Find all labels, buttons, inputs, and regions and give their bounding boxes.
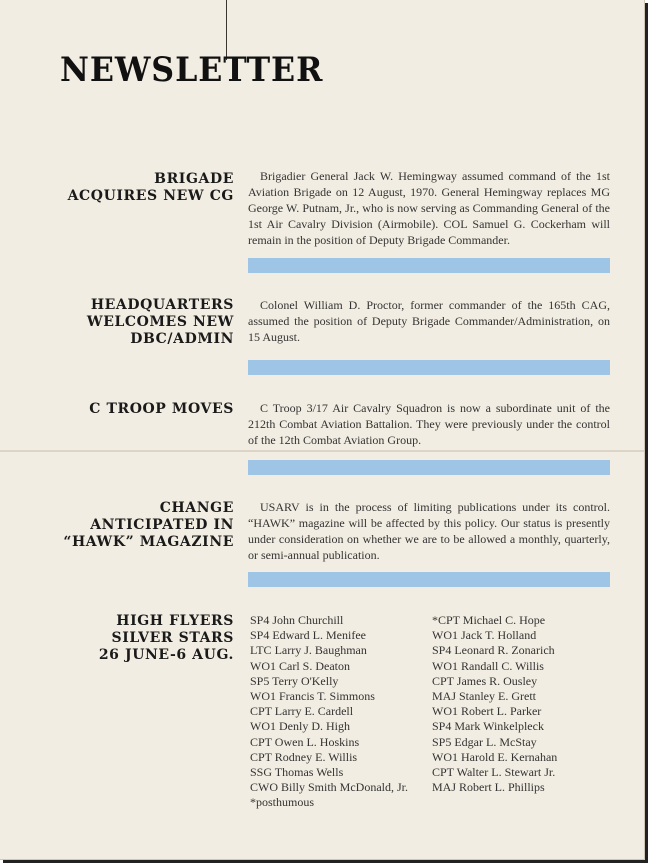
roster-name: LTC Larry J. Baughman — [250, 643, 367, 658]
roster-name: *CPT Michael C. Hope — [432, 613, 546, 627]
roster-name: SP4 Mark Winkelpleck — [432, 719, 544, 734]
fold-line-horizontal — [0, 450, 644, 452]
roster-name: WO1 Jack T. Holland — [432, 628, 537, 643]
roster-name: CPT Rodney E. Willis — [250, 749, 358, 764]
roster-name: WO1 Robert L. Parker — [432, 704, 542, 719]
article-headline-dbc-admin: HEADQUARTERS WELCOMES NEW DBC/ADMIN — [86, 297, 234, 347]
roster-name: WO1 Francis T. Simmons — [250, 689, 375, 704]
high-flyers-headline: HIGH FLYERS SILVER STARS 26 JUNE-6 AUG. — [98, 613, 234, 663]
article-headline-new-cg: BRIGADE ACQUIRES NEW CG — [67, 171, 234, 204]
roster-name: SP4 Edward L. Menifee — [250, 628, 366, 643]
roster-name: CPT Owen L. Hoskins — [250, 734, 360, 749]
roster-name: CPT James R. Ousley — [432, 673, 538, 688]
roster-name: WO1 Carl S. Deaton — [250, 658, 350, 673]
article-body-new-cg: Brigadier General Jack W. Hemingway assumed command of the 1st Aviation Brigade on 12 August, 1970. General Hemingway replaces MG George W. Putnam, Jr., who is now serving as Commanding General of the 1st Air Cavalry Division (Airmobile). COL Samuel G. Cockerham will remain in the position of Deputy Brigade Commander. — [248, 169, 610, 247]
roster-name: SP5 Edgar L. McStay — [432, 734, 537, 749]
roster-name: WO1 Denly D. High — [250, 719, 350, 734]
article-headline-hawk-magazine: CHANGE ANTICIPATED IN “HAWK” MAGAZINE — [63, 500, 234, 550]
article-body-c-troop: C Troop 3/17 Air Cavalry Squadron is now a subordinate unit of the 212th Combat Aviation Battalion. They were previously under the control of the 12th Combat Aviation Group. — [248, 401, 610, 447]
roster-name: *posthumous — [250, 795, 315, 810]
roster-name: CPT Walter L. Stewart Jr. — [432, 765, 556, 780]
newsletter-title: NEWSLETTER — [60, 50, 324, 90]
divider-bar — [248, 572, 610, 587]
divider-bar — [248, 460, 610, 475]
roster-name: SP4 John Churchill — [250, 613, 344, 627]
roster-name: WO1 Randall C. Willis — [432, 658, 544, 673]
roster-name: CPT Larry E. Cardell — [250, 704, 354, 719]
roster-name: SP4 Leonard R. Zonarich — [432, 643, 555, 658]
article-headline-c-troop: C TROOP MOVES — [89, 401, 234, 417]
article-body-hawk-magazine: USARV is in the process of limiting publications under its control. “HAWK” magazine will be affected by this policy. Our status is presently under consideration on whether we are to be allowed a monthly, quarterly, or semi-annual publication. — [248, 500, 610, 562]
roster-right-column — [432, 613, 557, 795]
roster-name: WO1 Harold E. Kernahan — [432, 749, 558, 764]
roster-name: MAJ Stanley E. Grett — [432, 689, 536, 704]
divider-bar — [248, 258, 610, 273]
article-body-dbc-admin: Colonel William D. Proctor, former commander of the 165th CAG, assumed the position of Deputy Brigade Commander/Administration, on 15 August. — [248, 298, 610, 344]
divider-bar — [248, 360, 610, 375]
roster-name: SP5 Terry O'Kelly — [250, 673, 339, 688]
roster-name: SSG Thomas Wells — [250, 765, 344, 780]
roster-name: CWO Billy Smith McDonald, Jr. — [250, 780, 409, 795]
roster-left-column — [250, 613, 408, 811]
roster-name: MAJ Robert L. Phillips — [432, 780, 545, 795]
